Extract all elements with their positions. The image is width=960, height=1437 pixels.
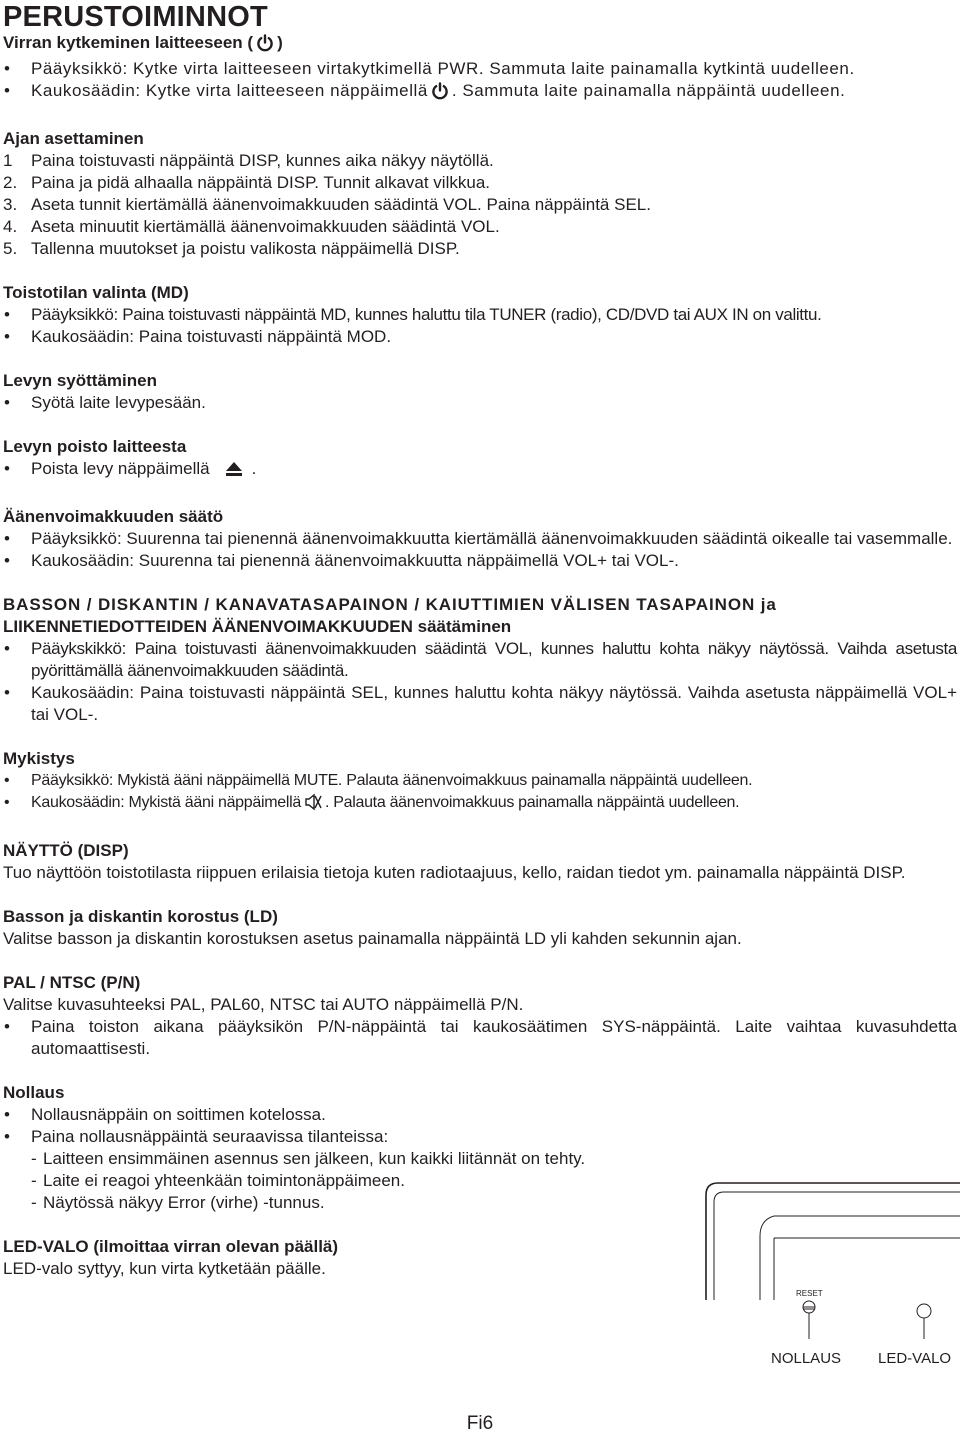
- step-number: 2.: [3, 173, 18, 192]
- step-text: Tallenna muutokset ja poistu valikosta näppäimellä DISP.: [31, 239, 460, 258]
- eject-b1-pre: Poista levy näppäimellä: [31, 459, 210, 478]
- loudness-heading: Basson ja diskantin korostus (LD): [3, 907, 278, 926]
- palntsc-heading: PAL / NTSC (P/N): [3, 973, 141, 992]
- reset-bullet-when: • Paina nollausnäppäintä seuraavissa tilanteissa:: [3, 1126, 693, 1148]
- section-display: [3, 840, 957, 884]
- nollaus-label: NOLLAUS: [771, 1350, 842, 1367]
- manual-page: [3, 0, 957, 1280]
- mode-heading: Toistotilan valinta (MD): [3, 283, 189, 302]
- time-step: [3, 194, 957, 216]
- reset-case: - Laitteen ensimmäinen asennus sen jälkeen, kun kaikki liitännät on tehty.: [31, 1148, 693, 1170]
- time-step: [3, 238, 957, 260]
- section-reset: [3, 1082, 693, 1214]
- reset-heading: Nollaus: [3, 1083, 65, 1102]
- insert-heading: Levyn syöttäminen: [3, 371, 157, 390]
- power-b2-post: . Sammuta laite painamalla näppäintä uudelleen.: [451, 81, 846, 100]
- reset-bullet-location: • Nollausnäppäin on soittimen kotelossa.: [3, 1104, 693, 1126]
- volume-bullet-remote: • Kaukosäädin: Suurenna tai pienennä äänenvoimakkuutta näppäimellä VOL+ tai VOL-.: [3, 550, 957, 572]
- step-number: 3.: [3, 195, 18, 214]
- power-heading: [3, 32, 957, 58]
- loudness-text: Valitse basson ja diskantin korostuksen asetus painamalla näppäintä LD yli kahden sekunnin ajan.: [3, 929, 742, 948]
- display-heading: NÄYTTÖ (DISP): [3, 841, 129, 860]
- section-mode: [3, 282, 957, 348]
- mute-b2-post: . Palauta äänenvoimakkuus painamalla näppäintä uudelleen.: [324, 794, 740, 811]
- mute-bullet-main-unit: • Pääyksikkö: Mykistä ääni näppäimellä MUTE. Palauta äänenvoimakkuus painamalla näppäintä uudelleen.: [3, 770, 957, 792]
- reset-button-label: RESET: [796, 1289, 823, 1298]
- led-text: LED-valo syttyy, kun virta kytketään päälle.: [3, 1259, 326, 1278]
- basstreble-heading-line2: LIIKENNETIEDOTTEIDEN ÄÄNENVOIMAKKUUDEN säätäminen: [3, 617, 512, 636]
- mode-bullet-main-unit: • Pääyksikkö: Paina toistuvasti näppäintä MD, kunnes haluttu tila TUNER (radio), CD/DVD tai AUX IN on valittu.: [3, 304, 957, 326]
- section-bass-treble: [3, 594, 957, 726]
- section-insert: [3, 370, 957, 414]
- reset-case: - Näytössä näkyy Error (virhe) -tunnus.: [31, 1192, 693, 1214]
- device-illustration: [702, 1180, 960, 1370]
- mute-heading: Mykistys: [3, 749, 75, 768]
- step-text: Paina ja pidä alhaalla näppäintä DISP. Tunnit alkavat vilkkua.: [31, 173, 490, 192]
- time-step: [3, 172, 957, 194]
- section-eject: [3, 436, 957, 484]
- section-loudness: [3, 906, 957, 950]
- basstreble-bullet-remote: • Kaukosäädin: Paina toistuvasti näppäintä SEL, kunnes haluttu kohta näkyy näytössä. Vaihda asetusta näppäimellä VOL+ tai VOL-.: [3, 682, 957, 726]
- step-number: 4.: [3, 217, 18, 236]
- led-heading: LED-VALO (ilmoittaa virran olevan päällä): [3, 1237, 339, 1256]
- insert-bullet: • Syötä laite levypesään.: [3, 392, 957, 414]
- power-b1-text: Pääyksikkö: Kytke virta laitteeseen virtakytkimellä PWR. Sammuta laite painamalla kytkintä uudelleen.: [31, 59, 855, 78]
- time-heading: Ajan asettaminen: [3, 129, 144, 148]
- eject-b1-post: .: [251, 459, 257, 478]
- power-bullet-main-unit: [3, 58, 957, 80]
- display-text: Tuo näyttöön toistotilasta riippuen erilaisia tietoja kuten radiotaajuus, kello, raidan tiedot ym. painamalla näppäintä DISP.: [3, 863, 906, 882]
- step-text: Aseta minuutit kiertämällä äänenvoimakkuuden säädintä VOL.: [31, 217, 500, 236]
- basstreble-heading-line1: BASSON / DISKANTIN / KANAVATASAPAINON / KAIUTTIMIEN VÄLISEN TASAPAINON ja: [3, 595, 777, 614]
- step-text: Aseta tunnit kiertämällä äänenvoimakkuuden säädintä VOL. Paina näppäintä SEL.: [31, 195, 651, 214]
- eject-heading: Levyn poisto laitteesta: [3, 437, 187, 456]
- device-outline: [702, 1180, 960, 1340]
- page-title: PERUSTOIMINNOT: [3, 1, 268, 33]
- power-b2-pre: Kaukosäädin: Kytke virta laitteeseen näppäimellä: [31, 81, 428, 100]
- power-heading-text: Virran kytkeminen laitteeseen (: [3, 33, 254, 52]
- mute-icon: [304, 793, 322, 818]
- volume-heading: Äänenvoimakkuuden säätö: [3, 507, 224, 526]
- section-power: [3, 32, 957, 106]
- section-time: [3, 128, 957, 260]
- volume-bullet-main-unit: • Pääyksikkö: Suurenna tai pienennä äänenvoimakkuutta kiertämällä äänenvoimakkuuden säädintä oikealle tai vasemmalle.: [3, 528, 957, 550]
- palntsc-text: Valitse kuvasuhteeksi PAL, PAL60, NTSC tai AUTO näppäimellä P/N.: [3, 995, 524, 1014]
- mute-b2-pre: Kaukosäädin: Mykistä ääni näppäimellä: [31, 794, 301, 811]
- power-bullet-remote: [3, 80, 957, 106]
- step-text: Paina toistuvasti näppäintä DISP, kunnes aika näkyy näytöllä.: [31, 151, 494, 170]
- eject-bullet: [3, 458, 957, 484]
- basstreble-bullet-main-unit: • Pääykskikkö: Paina toistuvasti äänenvoimakkuuden säädintä VOL, kunnes haluttu kohta näkyy näytössä. Vaihda asetusta pyörittämällä äänenvoimakkuuden säädintä.: [3, 638, 957, 682]
- mute-bullet-remote: [3, 792, 957, 818]
- step-number: 5.: [3, 239, 18, 258]
- power-heading-suffix: ): [277, 33, 283, 52]
- reset-case: - Laite ei reagoi yhteenkään toimintonäppäimeen.: [31, 1170, 693, 1192]
- time-step: [3, 216, 957, 238]
- section-volume: [3, 506, 957, 572]
- step-number: 1: [3, 151, 13, 170]
- power-icon: [256, 34, 274, 58]
- mode-bullet-remote: • Kaukosäädin: Paina toistuvasti näppäintä MOD.: [3, 326, 957, 348]
- section-pal-ntsc: [3, 972, 957, 1060]
- eject-icon: [224, 460, 244, 484]
- power-icon: [431, 82, 449, 106]
- led-valo-label: LED-VALO: [878, 1350, 952, 1367]
- time-step: [3, 150, 957, 172]
- page-number: Fi6: [466, 1413, 494, 1434]
- palntsc-bullet: • Paina toiston aikana pääyksikön P/N-näppäintä tai kaukosäätimen SYS-näppäintä. Laite vaihtaa kuvasuhdetta automaattisesti.: [3, 1016, 957, 1060]
- section-mute: [3, 748, 957, 818]
